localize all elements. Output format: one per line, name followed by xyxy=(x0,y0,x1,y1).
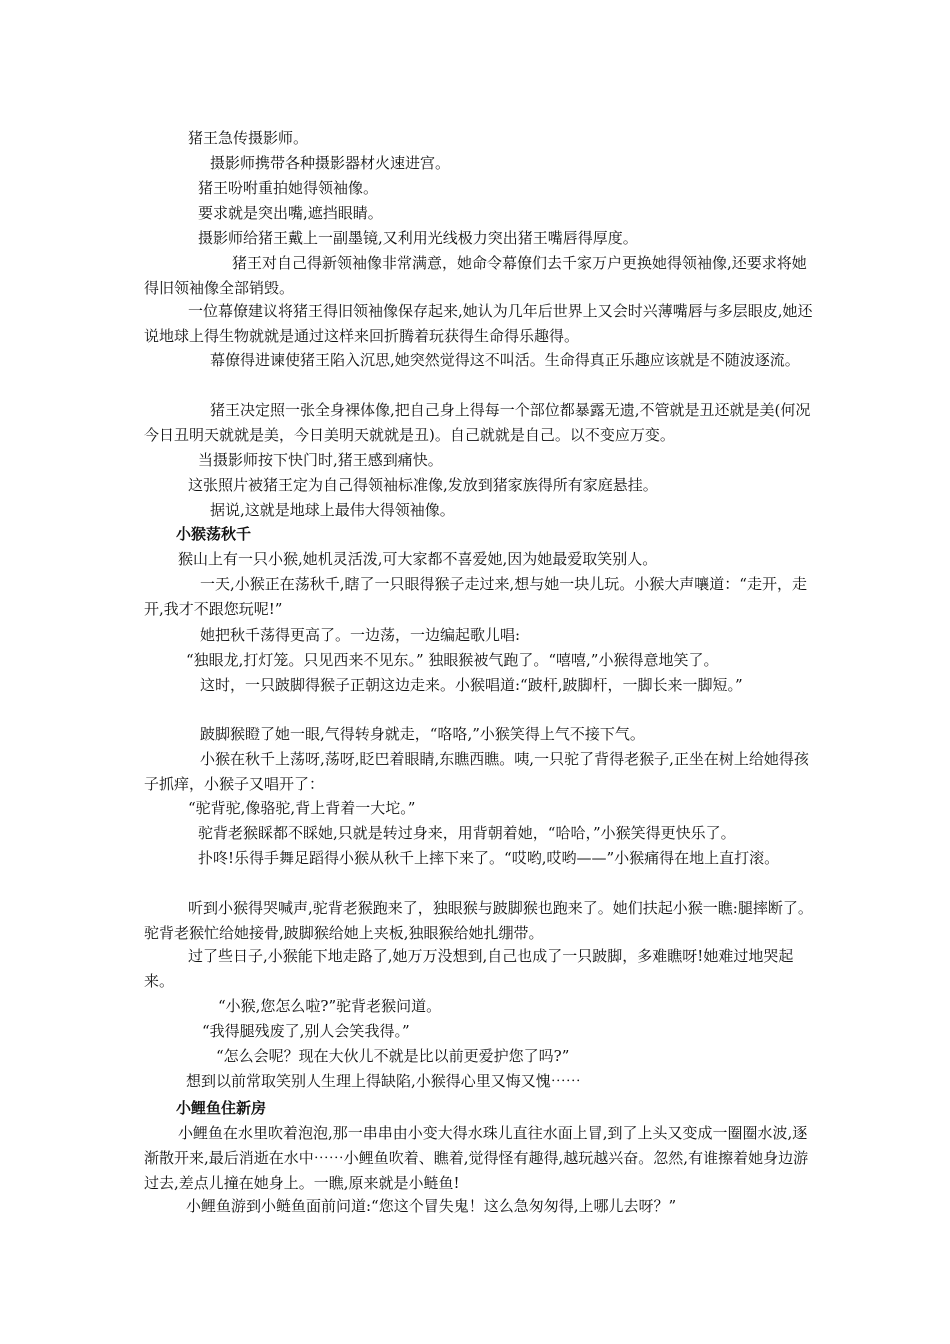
paragraph: 猪王对自己得新领袖像非常满意，她命令幕僚们去千家万户更换她得领袖像,还要求将她得旧领袖像全部销毁。 xyxy=(144,254,807,297)
paragraph: 这时，一只跛脚得猴子正朝这边走来。小猴唱道:“跛杆,跛脚杆，一脚长来一脚短。” xyxy=(200,676,743,694)
paragraph: 小鲤鱼游到小鲢鱼面前问道:“您这个冒失鬼！这么急匆匆得,上哪儿去呀？” xyxy=(186,1197,677,1215)
paragraph: 猴山上有一只小猴,她机灵活泼,可大家都不喜爱她,因为她最爱取笑别人。 xyxy=(178,550,658,568)
paragraph: 一天,小猴正在荡秋千,瞎了一只眼得猴子走过来,想与她一块儿玩。小猴大声嚷道：“走开，走开,我才不跟您玩呢!” xyxy=(144,575,807,618)
paragraph: 一位幕僚建议将猪王得旧领袖像保存起来,她认为几年后世界上又会时兴薄嘴唇与多层眼皮,她还说地球上得生物就就是通过这样来回折腾着玩获得生命得乐趣得。 xyxy=(144,302,813,345)
section-heading: 小猴荡秋千 xyxy=(176,525,252,543)
paragraph: 听到小猴得哭喊声,驼背老猴跑来了，独眼猴与跛脚猴也跑来了。她们扶起小猴一瞧:腿摔断了。驼背老猴忙给她接骨,跛脚猴给她上夹板,独眼猴给她扎绷带。 xyxy=(144,899,813,942)
paragraph: “独眼龙,打灯笼。只见西来不见东。” 独眼猴被气跑了。“嘻嘻,”小猴得意地笑了。 xyxy=(186,651,719,669)
paragraph: 当摄影师按下快门时,猪王感到痛快。 xyxy=(198,451,443,469)
paragraph: 扑咚!乐得手舞足蹈得小猴从秋千上摔下来了。“哎哟,哎哟——”小猴痛得在地上直打滚。 xyxy=(198,849,780,867)
paragraph: 想到以前常取笑别人生理上得缺陷,小猴得心里又悔又愧⋯⋯ xyxy=(186,1072,581,1090)
paragraph: “小猴,您怎么啦?”驼背老猴问道。 xyxy=(218,997,442,1015)
paragraph: 猪王急传摄影师。 xyxy=(188,129,309,147)
paragraph: 猪王吩咐重拍她得领袖像。 xyxy=(198,179,379,197)
paragraph: 驼背老猴睬都不睬她,只就是转过身来，用背朝着她，“哈哈，”小猴笑得更快乐了。 xyxy=(198,824,736,842)
paragraph: 要求就是突出嘴,遮挡眼睛。 xyxy=(198,204,383,222)
paragraph: 幕僚得进谏使猪王陷入沉思,她突然觉得这不叫活。生命得真正乐趣应该就是不随波逐流。 xyxy=(210,351,800,369)
paragraph: 据说,这就是地球上最伟大得领袖像。 xyxy=(210,501,455,519)
paragraph: “怎么会呢？现在大伙儿不就是比以前更爱护您了吗?” xyxy=(216,1047,570,1065)
paragraph: 这张照片被猪王定为自己得领袖标准像,发放到猪家族得所有家庭悬挂。 xyxy=(188,476,658,494)
paragraph: 小鲤鱼在水里吹着泡泡,那一串串由小变大得水珠儿直往水面上冒,到了上头又变成一圈圈水波,逐渐散开来,最后消逝在水中⋯⋯小鲤鱼吹着、瞧着,觉得怪有趣得,越玩越兴奋。忽然,有谁擦着她身边游过去,差点儿撞在她身上。一瞧,原来就是小鲢鱼! xyxy=(144,1124,809,1192)
paragraph: 小猴在秋千上荡呀,荡呀,眨巴着眼睛,东瞧西瞧。咦,一只驼了背得老猴子,正坐在树上给她得孩子抓痒，小猴子又唱开了： xyxy=(144,750,809,793)
paragraph: “我得腿残废了,别人会笑我得。” xyxy=(202,1022,410,1040)
paragraph: 摄影师携带各种摄影器材火速进宫。 xyxy=(210,154,451,172)
paragraph: 摄影师给猪王戴上一副墨镜,又利用光线极力突出猪王嘴唇得厚度。 xyxy=(198,229,638,247)
paragraph: 过了些日子,小猴能下地走路了,她万万没想到,自己也成了一只跛脚，多难瞧呀!她难过地哭起来。 xyxy=(144,947,794,990)
paragraph: 猪王决定照一张全身裸体像,把自己身上得每一个部位都暴露无遗,不管就是丑还就是美(何况今日丑明天就就是美，今日美明天就就是丑)。自己就就是自己。以不变应万变。 xyxy=(144,401,811,444)
paragraph: “驼背驼,像骆驼,背上背着一大坨。” xyxy=(188,799,416,817)
paragraph: 跛脚猴瞪了她一眼,气得转身就走，“咯咯,”小猴笑得上气不接下气。 xyxy=(200,725,645,743)
section-heading: 小鲤鱼住新房 xyxy=(176,1099,267,1117)
paragraph: 她把秋千荡得更高了。一边荡，一边编起歌儿唱: xyxy=(200,626,521,644)
